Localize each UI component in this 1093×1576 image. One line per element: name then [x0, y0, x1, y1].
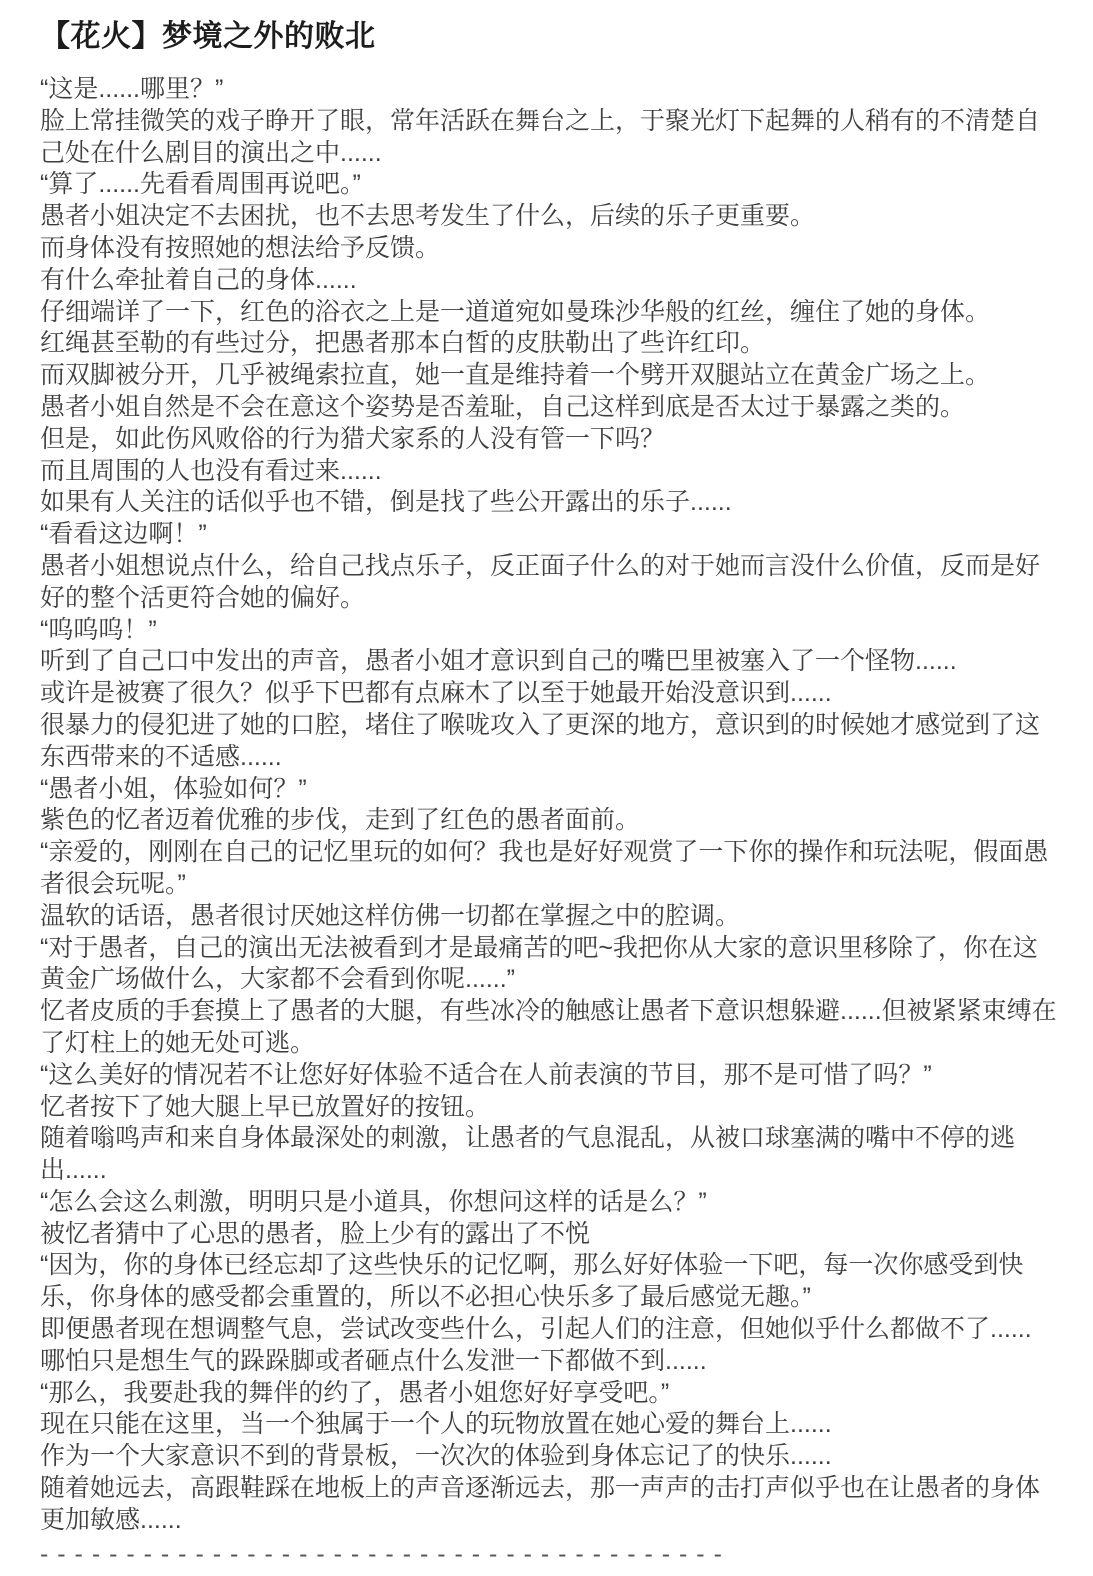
story-paragraph: 紫色的忆者迈着优雅的步伐，走到了红色的愚者面前。 [40, 806, 641, 835]
story-paragraph: “愚者小姐，体验如何？” [40, 774, 307, 803]
story-paragraph: 被忆者猜中了心思的愚者，脸上少有的露出了不悦 [40, 1219, 591, 1248]
story-paragraph: 脸上常挂微笑的戏子睁开了眼，常年活跃在舞台之上，于聚光灯下起舞的人稍有的不清楚自己处在什么剧目的演出之中...... [40, 106, 1041, 167]
story-paragraph: 哪怕只是想生气的跺跺脚或者砸点什么发泄一下都做不到...... [40, 1346, 707, 1375]
story-paragraph: 很暴力的侵犯进了她的口腔，堵住了喉咙攻入了更深的地方，意识到的时候她才感觉到了这东西带来的不适感...... [40, 710, 1041, 771]
dashed-divider: - - - - - - - - - - - - - - - - - - - - - - - - - - - - - - - - - - - - - - - - [40, 1539, 723, 1568]
story-paragraph: 即便愚者现在想调整气息，尝试改变些什么，引起人们的注意，但她似乎什么都做不了...... [40, 1315, 1032, 1344]
story-paragraph: “怎么会这么刺激，明明只是小道具，你想问这样的话是么？” [40, 1187, 707, 1216]
story-paragraph: “因为，你的身体已经忘却了这些快乐的记忆啊，那么好好体验一下吧，每一次你感受到快乐，你身体的感受都会重置的，所以不必担心快乐多了最后感觉无趣。” [40, 1251, 1024, 1312]
story-paragraph: 作为一个大家意识不到的背景板，一次次的体验到身体忘记了的快乐...... [40, 1442, 832, 1471]
story-paragraph: 如果有人关注的话似乎也不错，倒是找了些公开露出的乐子...... [40, 488, 732, 517]
story-paragraph: 仔细端详了一下，红色的浴衣之上是一道道宛如曼珠沙华般的红丝，缠住了她的身体。 [40, 297, 991, 326]
story-paragraph: “对于愚者，自己的演出无法被看到才是最痛苦的吧~我把你从大家的意识里移除了，你在这黄金广场做什么，大家都不会看到你呢......” [40, 933, 1038, 994]
story-paragraph: “这是......哪里？” [40, 75, 224, 103]
story-paragraph: 听到了自己口中发出的声音，愚者小姐才意识到自己的嘴巴里被塞入了一个怪物...... [40, 647, 957, 676]
story-paragraph: 而身体没有按照她的想法给予反馈。 [40, 233, 441, 262]
story-paragraph: 有什么牵扯着自己的身体...... [40, 265, 357, 294]
story-paragraph: 温软的话语，愚者很讨厌她这样仿佛一切都在掌握之中的腔调。 [40, 901, 741, 930]
story-paragraph: 忆者按下了她大腿上早已放置好的按钮。 [40, 1092, 491, 1121]
story-paragraph: “看看这边啊！” [40, 520, 207, 549]
story-paragraph: “呜呜呜！” [40, 615, 157, 644]
story-paragraph: 而双脚被分开，几乎被绳索拉直，她一直是维持着一个劈开双腿站立在黄金广场之上。 [40, 361, 991, 390]
story-content [40, 74, 1057, 1537]
story-paragraph: 但是，如此伤风败俗的行为猎犬家系的人没有管一下吗？ [40, 424, 666, 453]
story-paragraph: 随着嗡鸣声和来自身体最深处的刺激，让愚者的气息混乱，从被口球塞满的嘴中不停的逃出...... [40, 1124, 1016, 1185]
story-paragraph: 忆者皮质的手套摸上了愚者的大腿，有些冰冷的触感让愚者下意识想躲避......但被紧紧束缚在了灯柱上的她无处可逃。 [40, 997, 1057, 1057]
story-paragraph: 或许是被赛了很久？似乎下巴都有点麻木了以至于她最开始没意识到...... [40, 679, 832, 708]
story-paragraph: “算了......先看看周围再说吧。” [40, 170, 361, 199]
story-paragraph: 随着她远去，高跟鞋踩在地板上的声音逐渐远去，那一声声的击打声似乎也在让愚者的身体更加敏感...... [40, 1474, 1041, 1534]
page-title: 【花火】梦境之外的败北 [40, 20, 376, 53]
story-paragraph: 红绳甚至勒的有些过分，把愚者那本白皙的皮肤勒出了些许红印。 [40, 329, 766, 358]
story-paragraph: 愚者小姐想说点什么，给自己找点乐子，反正面子什么的对于她而言没什么价值，反而是好好的整个活更符合她的偏好。 [40, 551, 1041, 612]
story-paragraph: “这么美好的情况若不让您好好体验不适合在人前表演的节目，那不是可惜了吗？” [40, 1060, 932, 1089]
story-paragraph: “亲爱的，刚刚在自己的记忆里玩的如何？我也是好好观赏了一下你的操作和玩法呢，假面愚者很会玩呢。” [40, 838, 1049, 898]
story-paragraph: 愚者小姐自然是不会在意这个姿势是否羞耻，自己这样到底是否太过于暴露之类的。 [40, 392, 966, 421]
story-paragraph: 愚者小姐决定不去困扰，也不去思考发生了什么，后续的乐子更重要。 [40, 202, 816, 231]
story-paragraph: 现在只能在这里，当一个独属于一个人的玩物放置在她心爱的舞台上...... [40, 1410, 832, 1439]
story-paragraph: “那么，我要赴我的舞伴的约了，愚者小姐您好好享受吧。” [40, 1378, 670, 1407]
story-paragraph: 而且周围的人也没有看过来...... [40, 456, 382, 485]
